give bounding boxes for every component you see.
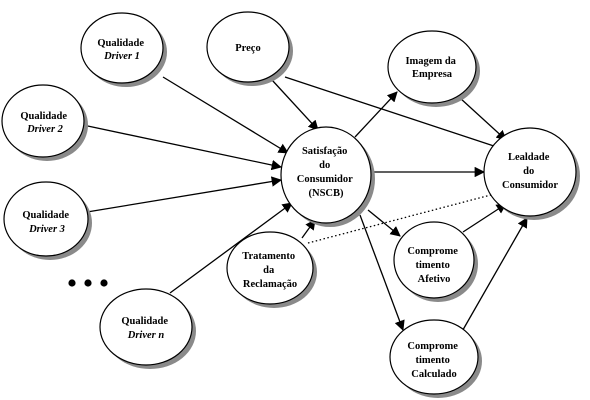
edge-satisfacao-to-imagem	[355, 92, 397, 137]
node-tratamento-label: Tratamento da Reclamação	[242, 251, 298, 290]
node-qualidade-driver1	[81, 13, 167, 87]
node-lealdade	[484, 128, 580, 220]
node-qualidade-drivern-label: Qualidade Driver n	[121, 316, 169, 341]
node-qualidade-drivern	[100, 289, 196, 369]
node-qualidade-driver1-label: Qualidade Driver 1	[97, 38, 145, 62]
node-satisfacao	[281, 127, 375, 227]
node-preco-label: Preço	[235, 43, 261, 54]
node-tratamento	[227, 232, 317, 308]
edge-afetivo-to-lealdade	[463, 204, 506, 232]
node-compromet-afetivo-label: Comprome timento Afetivo	[407, 246, 458, 285]
node-qualidade-driver2-label: Qualidade Driver 2	[20, 111, 68, 135]
node-lealdade-label: Lealdade do Consumidor	[501, 152, 559, 191]
node-preco	[207, 12, 293, 86]
node-compromet-afetivo	[394, 222, 478, 302]
edge-driver1-to-satisfacao	[163, 77, 288, 153]
node-compromet-calculado	[390, 320, 482, 398]
node-satisfacao-label: Satisfação do Consumidor (NSCB)	[296, 146, 353, 199]
edge-driver3-to-satisfacao	[87, 180, 281, 212]
ellipsis-dot	[68, 279, 75, 286]
edge-satisfacao-to-afetivo	[368, 210, 400, 236]
node-qualidade-driver3	[4, 182, 92, 260]
ellipsis-dot	[100, 279, 107, 286]
ellipsis-dot	[84, 279, 91, 286]
node-imagem-empresa	[388, 31, 480, 107]
node-qualidade-driver3-label: Qualidade Driver 3	[22, 210, 70, 235]
node-imagem-empresa-label: Imagem da Empresa	[405, 56, 456, 80]
node-qualidade-driver2	[2, 85, 88, 161]
edge-imagem-to-lealdade	[460, 98, 506, 140]
node-compromet-calculado-label: Comprome timento Calculado	[407, 341, 458, 380]
edge-preco-to-satisfacao	[272, 80, 318, 130]
ellipsis-dots	[68, 279, 107, 286]
